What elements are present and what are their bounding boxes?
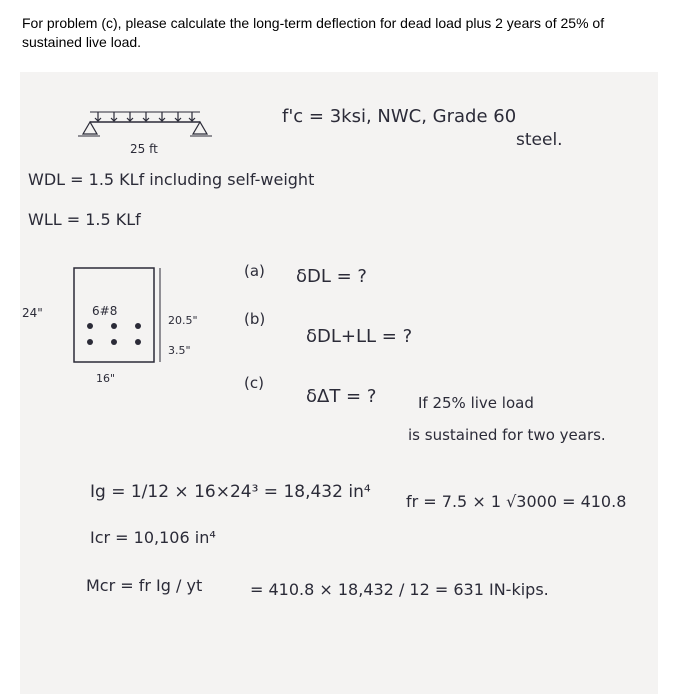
span-label: 25 ft xyxy=(130,142,158,156)
handwritten-notes-photo xyxy=(20,72,658,694)
problem-prompt: For problem (c), please calculate the long-term deflection for dead load plus 2 years of 25% of sustained live load. xyxy=(22,15,605,50)
materials-line1: f'c = 3ksi, NWC, Grade 60 xyxy=(282,106,517,127)
part-c-condition-1: If 25% live load xyxy=(418,394,534,412)
part-b-label: (b) xyxy=(244,310,266,328)
beam-sketch xyxy=(70,102,230,172)
mcr-rhs: = 410.8 × 18,432 / 12 = 631 IN-kips. xyxy=(250,580,549,599)
section-width: 16" xyxy=(96,372,116,385)
part-a-text: δDL = ? xyxy=(296,266,367,287)
live-load-line: WLL = 1.5 KLf xyxy=(28,210,141,229)
beam-cross-section xyxy=(66,264,166,374)
fr-equation: fr = 7.5 × 1 √3000 = 410.8 xyxy=(406,492,627,511)
section-bars: 6#8 xyxy=(92,304,118,318)
part-a-label: (a) xyxy=(244,262,265,280)
icr-equation: Icr = 10,106 in⁴ xyxy=(90,528,216,547)
ig-equation: Ig = 1/12 × 16×24³ = 18,432 in⁴ xyxy=(90,482,371,502)
section-depth: 20.5" xyxy=(168,314,198,327)
part-b-text: δDL+LL = ? xyxy=(306,326,413,347)
materials-line2: steel. xyxy=(516,130,563,150)
section-cover: 3.5" xyxy=(168,344,191,357)
part-c-text: δΔT = ? xyxy=(306,386,377,407)
part-c-label: (c) xyxy=(244,374,264,392)
section-height: 24" xyxy=(22,306,43,320)
dead-load-line: WDL = 1.5 KLf including self-weight xyxy=(28,170,315,189)
part-c-condition-2: is sustained for two years. xyxy=(408,426,606,444)
mcr-lhs: Mcr = fr Ig / yt xyxy=(86,576,203,595)
